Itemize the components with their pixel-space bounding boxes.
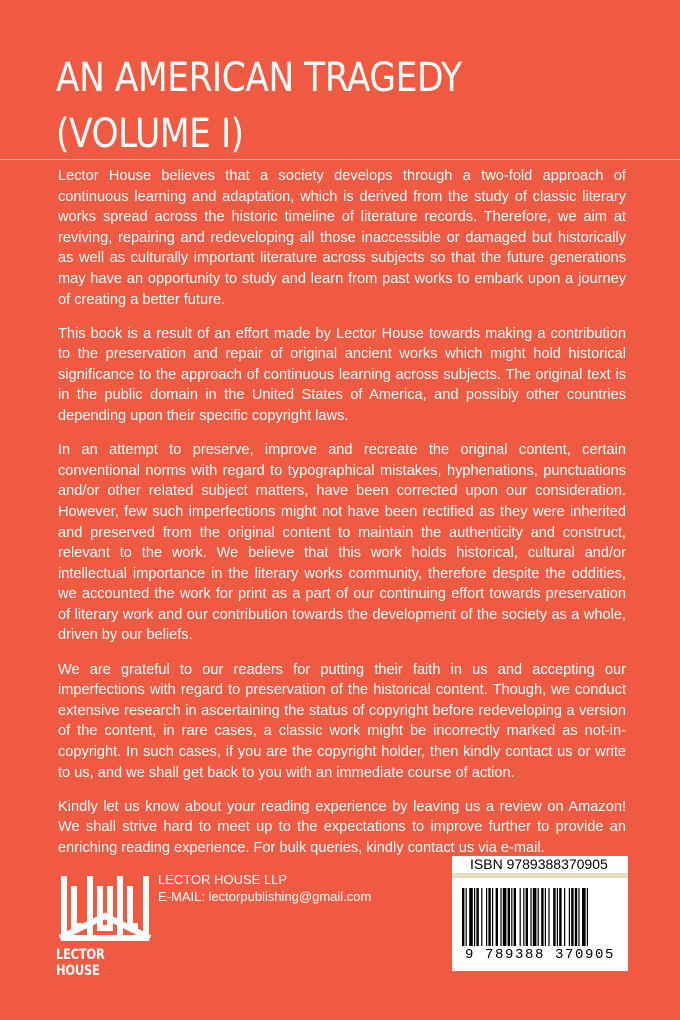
barcode-tan-band [452, 873, 628, 878]
barcode-bars-icon [456, 888, 624, 946]
isbn-digits: 9 789388 370905 [464, 947, 616, 963]
publisher-contact [158, 871, 371, 905]
book-title [56, 50, 572, 162]
publisher-name: LECTOR HOUSE LLP [158, 872, 288, 887]
title-line-2: (VOLUME I) [56, 111, 244, 157]
logo-wordmark: LECTOR HOUSE [56, 947, 105, 979]
isbn-label: ISBN 9789388370905 [470, 856, 608, 872]
blurb-paragraph-2: This book is a result of an effort made by Lector House towards making a contribution to the preservation and repair of original ancient works which might hold historical significance to the approach of continuous learning across subjects. The original text is in the public domain in the United States of America, and possibly other countries depending upon their specific copyright laws. [58, 325, 626, 425]
blurb-paragraph-4: We are grateful to our readers for putting their faith in us and accepting our imperfections with regard to preservation of the historical content. Though, we conduct extensive research in ascertaining the status of copyright before redeveloping a version of the content, in rare cases, a classic work might be incorrectly marked as not-in-copyright. In such cases, if you are the copyright holder, then kindly contact us or write to us, and we shall get back to you with an immediate course of action. [58, 661, 626, 781]
blurb-text [58, 166, 626, 872]
publisher-email: E-MAIL: lectorpublishing@gmail.com [158, 889, 372, 904]
title-line-1: AN AMERICAN TRAGEDY [56, 55, 462, 101]
title-divider [0, 159, 680, 160]
blurb-paragraph-3: In an attempt to preserve, improve and recreate the original content, certain conventional norms with regard to typographical mistakes, hyphenations, punctuations and/or other related subject matters, have been corrected upon our consideration. However, few such imperfections might not have been rectified as they were inherited and preserved from the original content to maintain the authenticity and construct, relevant to the work. We believe that this work holds historical, cultural and/or intellectual importance in the literary works community, therefore despite the oddities, we accounted the work for print as a part of our continuing effort towards preservation of literary work and our contribution towards the development of the society as a whole, driven by our beliefs. [58, 442, 626, 644]
blurb-paragraph-5: Kindly let us know about your reading experience by leaving us a review on Amazon! We shall strive hard to meet up to the expectations to improve further to provide an enriching reading experience. For bulk queries, kindly contact us via e-mail. [58, 798, 626, 856]
blurb-paragraph-1: Lector House believes that a society develops through a two-fold approach of continuous learning and adaptation, which is derived from the study of classic literary works spread across the historic timeline of literature records. Therefore, we aim at reviving, repairing and redeveloping all those inaccessible or damaged but historically as well as culturally important literature across subjects so that the future generations may have an opportunity to study and learn from past works to embark upon a journey of creating a better future. [58, 168, 626, 308]
